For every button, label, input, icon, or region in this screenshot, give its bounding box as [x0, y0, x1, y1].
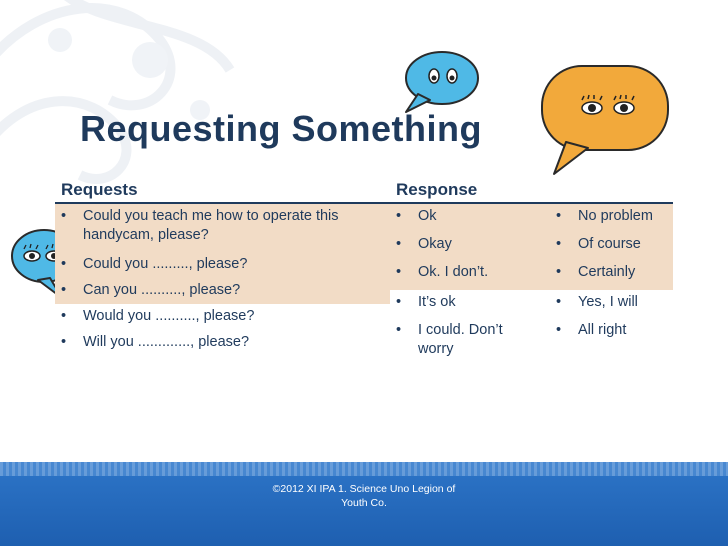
- response-text: Certainly: [578, 264, 636, 280]
- request-text: Can you .........., please?: [83, 282, 241, 298]
- response-cell: [390, 263, 550, 288]
- response-text: Yes, I will: [578, 294, 638, 310]
- requests-header: Requests: [55, 176, 390, 204]
- response-text: It’s ok: [418, 294, 456, 310]
- request-item: [55, 252, 390, 278]
- bullet: •: [396, 294, 402, 310]
- response-row: [390, 260, 673, 290]
- response-text: Okay: [418, 236, 452, 252]
- response-cell: [550, 293, 673, 316]
- response-text: Ok: [418, 208, 437, 224]
- bullet: •: [396, 264, 402, 280]
- request-text: Could you ........., please?: [83, 256, 248, 272]
- response-grid: [390, 204, 673, 364]
- request-item: [55, 330, 390, 356]
- bullet: •: [556, 208, 562, 224]
- response-column: [390, 176, 673, 382]
- slide-title: Requesting Something: [80, 108, 483, 149]
- request-item: [55, 304, 390, 330]
- bullet: •: [61, 308, 67, 324]
- footer-line: Youth Co.: [341, 497, 387, 509]
- response-cell: [390, 293, 550, 316]
- bullet: •: [396, 236, 402, 252]
- orange-speech-bubble-icon: [536, 60, 674, 178]
- requests-response-table: [55, 176, 673, 382]
- blue-speech-bubble-icon: [400, 48, 482, 114]
- response-row: [390, 204, 673, 232]
- bullet: •: [61, 334, 67, 350]
- response-cell: [550, 207, 673, 230]
- bullet: •: [556, 264, 562, 280]
- response-text: I could. Don’t worry: [418, 322, 503, 357]
- response-text: No problem: [578, 208, 653, 224]
- response-cell: [550, 321, 673, 362]
- footer-credit: [0, 482, 728, 510]
- request-text: Would you .........., please?: [83, 308, 255, 324]
- bullet: •: [556, 236, 562, 252]
- response-cell: [390, 321, 550, 362]
- response-cell: [550, 263, 673, 288]
- response-row: [390, 318, 673, 364]
- bullet: •: [61, 282, 67, 298]
- response-cell: [550, 235, 673, 258]
- response-header: Response: [390, 176, 673, 204]
- request-text: Could you teach me how to operate this handycam, please?: [83, 208, 339, 243]
- bullet: •: [61, 256, 67, 272]
- response-cell: [390, 235, 550, 258]
- response-row: [390, 232, 673, 260]
- footer-stripe: [0, 462, 728, 476]
- request-item: [55, 278, 390, 304]
- bullet: •: [396, 208, 402, 224]
- response-text: Of course: [578, 236, 641, 252]
- bullet: •: [61, 208, 67, 224]
- footer-line: ©2012 XI IPA 1. Science Uno Legion of: [272, 483, 456, 495]
- bullet: •: [396, 322, 402, 338]
- bullet: •: [556, 294, 562, 310]
- response-cell: [390, 207, 550, 230]
- response-text: Ok. I don’t.: [418, 264, 489, 280]
- response-text: All right: [578, 322, 627, 338]
- request-text: Will you ............., please?: [83, 334, 250, 350]
- swirl-decoration: [0, 0, 250, 200]
- response-row: [390, 290, 673, 318]
- bullet: •: [556, 322, 562, 338]
- request-item: [55, 204, 390, 252]
- requests-column: [55, 176, 390, 382]
